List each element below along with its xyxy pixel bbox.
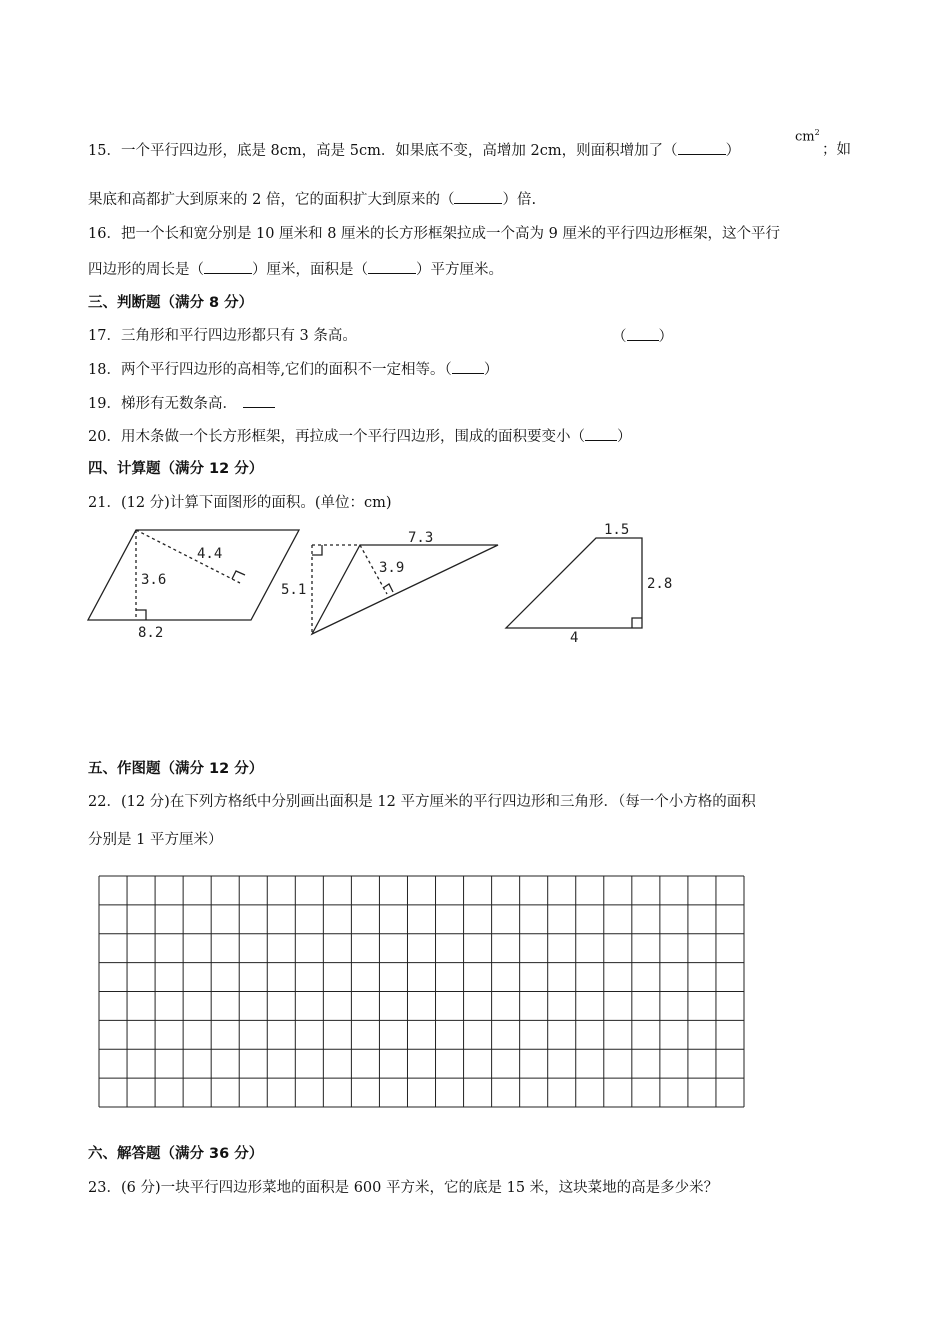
trapezoid-top-label: 1.5 (604, 522, 630, 538)
right-angle-mark-2 (232, 571, 245, 579)
q19-text: 19．梯形有无数条高． (88, 396, 237, 412)
triangle-shape (312, 545, 498, 634)
parallelogram-shape (88, 530, 299, 620)
q16-text-c: ）平方厘米。 (416, 262, 503, 278)
parallelogram-height-label: 3.6 (141, 572, 167, 588)
q15-text-b: ） (725, 143, 741, 159)
trapezoid-bottom-label: 4 (570, 630, 579, 646)
q17-open: （ (612, 329, 627, 345)
q16-text-a: 四边形的周长是（ (88, 262, 204, 278)
unit-exponent: 2 (814, 128, 820, 137)
section6-title: 六、解答题（满分 36 分） (88, 1146, 264, 1162)
right-angle-mark-1 (136, 610, 146, 620)
q15-text-d: 果底和高都扩大到原来的 2 倍，它的面积扩大到原来的（ (88, 192, 455, 208)
q20-close: ） (616, 429, 632, 445)
trapezoid-shape (506, 538, 642, 628)
right-angle-mark-3 (312, 545, 322, 555)
grid-svg (98, 875, 746, 1109)
triangle-side-label: 5.1 (281, 582, 307, 598)
q15-text-a: 15．一个平行四边形，底是 8cm，高是 5cm．如果底不变，高增加 2cm，则面积增加了（ (88, 143, 678, 159)
triangle-figure (312, 545, 498, 634)
triangle-height-label: 3.9 (379, 560, 405, 576)
right-angle-mark-4 (383, 584, 393, 592)
right-angle-mark-5 (632, 618, 642, 628)
q17-text: 17．三角形和平行四边形都只有 3 条高。 (88, 328, 357, 344)
q16-line1: 16．把一个长和宽分别是 10 厘米和 8 厘米的长方形框架拉成一个高为 9 厘米的平行四边形框架，这个平行 (88, 226, 781, 242)
parallelogram-diag-label: 4.4 (197, 546, 223, 562)
section4-title: 四、计算题（满分 12 分） (88, 461, 264, 477)
section3-title: 三、判断题（满分 8 分） (88, 295, 254, 311)
q21-text: 21．(12 分)计算下面图形的面积。(单位：cm) (88, 495, 392, 511)
section5-title: 五、作图题（满分 12 分） (88, 761, 264, 777)
q15-text-e: ）倍. (502, 192, 537, 208)
q22-line2: 分别是 1 平方厘米） (88, 832, 223, 848)
q20-text: 20．用木条做一个长方形框架，再拉成一个平行四边形，围成的面积要变小（ (88, 429, 585, 445)
grid-paper[interactable] (98, 875, 746, 1113)
q22-line1: 22．(12 分)在下列方格纸中分别画出面积是 12 平方厘米的平行四边形和三角形．（每一个小方格的面积 (88, 794, 756, 810)
q18-text: 18．两个平行四边形的高相等,它们的面积不一定相等。（ (88, 362, 452, 378)
parallelogram-figure (88, 530, 299, 620)
q21-figures (0, 0, 950, 660)
q18-close: ） (483, 362, 499, 378)
trapezoid-figure (506, 538, 642, 628)
triangle-top-label: 7.3 (408, 530, 434, 546)
parallelogram-base-label: 8.2 (138, 625, 164, 641)
q15-text-c: ；如 (822, 142, 851, 158)
q16-text-b: ）厘米，面积是（ (252, 262, 368, 278)
trapezoid-right-label: 2.8 (647, 576, 673, 592)
q23-text: 23．(6 分)一块平行四边形菜地的面积是 600 平方米，它的底是 15 米，这块菜地的高是多少米？ (88, 1180, 719, 1196)
unit-text: cm (795, 129, 815, 145)
q17-close: ） (658, 329, 673, 345)
